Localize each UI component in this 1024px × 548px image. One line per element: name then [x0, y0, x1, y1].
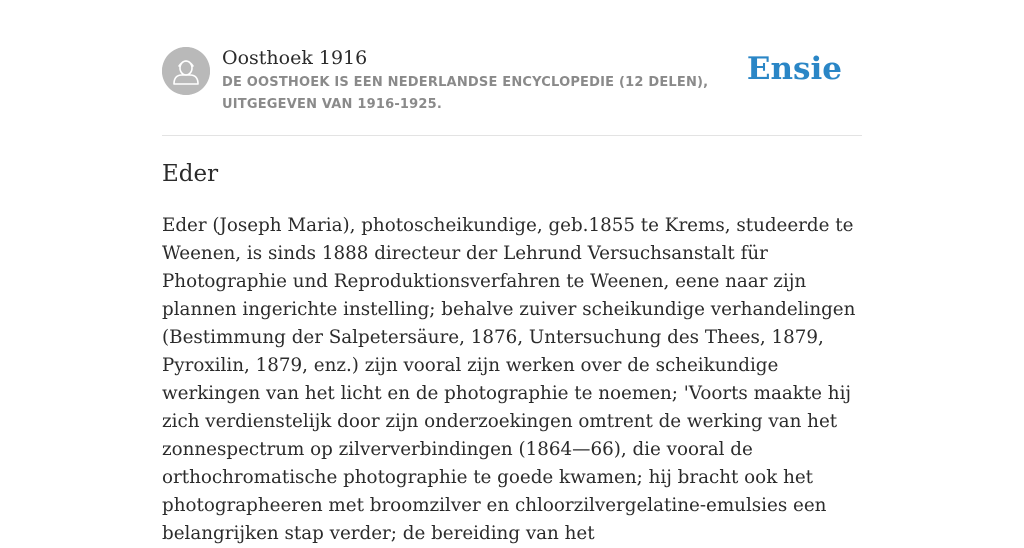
- entry-title: Eder: [162, 161, 219, 187]
- source-header: [162, 47, 862, 135]
- entry-body: Eder (Joseph Maria), photoscheikundige, geb.1855 te Krems, studeerde te Weenen, is sinds 1888 directeur der Lehrund Versuchsanstalt für Photographie und Reproduktionsverfahren te Weenen, eene naar zijn plannen ingerichte instelling; behalve zuiver scheikundige verhandelingen (Bestimmung der Salpetersäure, 1876, Untersuchung des Thees, 1879, Pyroxilin, 1879, enz.) zijn vooral zijn werken over de scheikundige werkingen van het licht en de photographie te noemen; 'Voorts maakte hij zich verdienstelijk door zijn onderzoekingen omtrent de werking van het zonnespectrum op zilververbindingen (1864—66), die vooral de orthochromatische photographie te goede kwamen; hij bracht ook het photographeeren met broomzilver en chloorzilvergelatine-emulsies een belangrijken stap verder; de bereiding van het: [162, 215, 856, 544]
- source-title[interactable]: Oosthoek 1916: [222, 47, 368, 69]
- user-avatar-icon[interactable]: [162, 47, 210, 95]
- source-description: DE OOSTHOEK IS EEN NEDERLANDSE ENCYCLOPEDIE (12 DELEN), UITGEGEVEN VAN 1916-1925.: [222, 75, 709, 112]
- header-divider: [162, 135, 862, 136]
- brand-logo[interactable]: Ensie: [746, 51, 842, 87]
